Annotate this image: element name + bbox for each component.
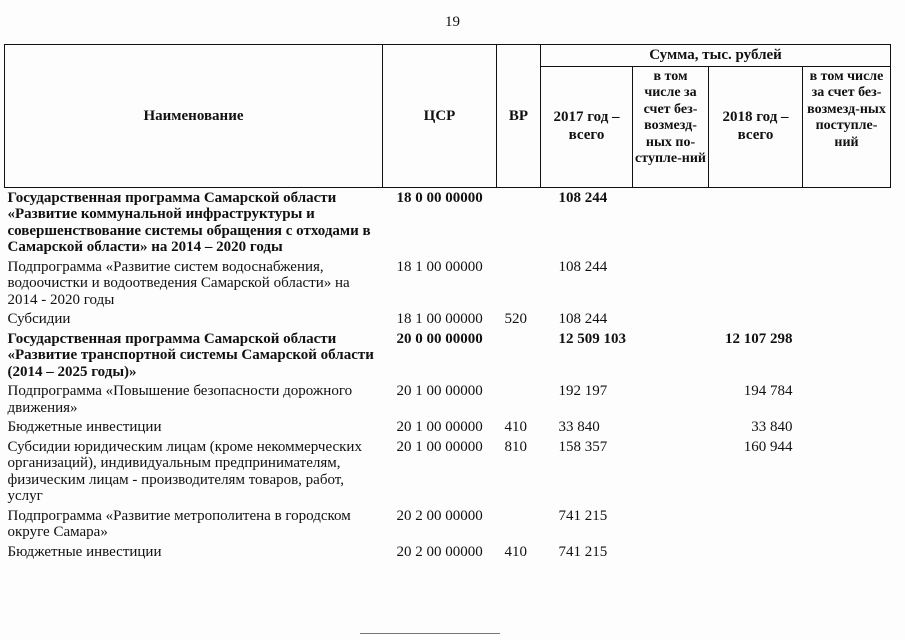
row-2017-total: 12 509 103: [558, 330, 626, 347]
row-2018-total: [709, 187, 803, 259]
row-2017-free: [633, 187, 709, 259]
table-row: [5, 187, 891, 259]
row-vr: [497, 187, 541, 259]
row-vr: [497, 383, 541, 419]
row-2018-free: [803, 331, 891, 384]
header-2018-total: 2018 год – всего: [709, 66, 803, 187]
row-2018-total: [709, 259, 803, 312]
row-csr: 18 0 00 00000: [396, 189, 483, 206]
row-2017-total: 33 840: [558, 419, 600, 435]
row-name: Подпрограмма «Повышение безопасности дорожного движения»: [7, 383, 353, 416]
table-row: [5, 331, 891, 384]
row-vr: [497, 508, 541, 544]
row-2017-total: 108 244: [558, 258, 608, 275]
row-2018-free: [803, 419, 891, 439]
row-2018-free: [803, 439, 891, 508]
row-csr: 20 1 00 00000: [396, 419, 483, 435]
row-vr: 410: [504, 419, 527, 435]
table-row: [5, 508, 891, 544]
row-2017-total: 158 357: [558, 438, 608, 455]
row-name: Подпрограмма «Развитие систем водоснабжения, водоочистки и водоотведения Самарской области» на 2014 - 2020 годы: [7, 258, 350, 308]
row-2018-total: [709, 311, 803, 331]
row-2018-free: [803, 383, 891, 419]
row-name: Подпрограмма «Развитие метрополитена в городском округе Самара»: [7, 507, 351, 540]
row-2017-total: 108 244: [558, 311, 608, 327]
row-vr: 410: [504, 543, 527, 560]
row-csr: 20 1 00 00000: [396, 383, 483, 399]
header-csr: ЦСР: [383, 45, 497, 188]
table-header: [5, 45, 891, 188]
row-csr: 20 2 00 00000: [396, 507, 483, 524]
row-2018-free: [803, 259, 891, 312]
row-csr: 18 1 00 00000: [396, 258, 483, 275]
row-2017-total: 192 197: [558, 383, 608, 399]
row-name: Бюджетные инвестиции: [7, 419, 162, 435]
header-sum-caption: Сумма, тыс. рублей: [541, 45, 891, 67]
row-name: Государственная программа Самарской области «Развитие коммунальной инфраструктуры и совершенствование системы обращения с отходами в Самарской области» на 2014 – 2020 годы: [7, 189, 371, 255]
row-2018-total: 33 840: [751, 419, 793, 435]
footer-divider: [360, 633, 500, 634]
row-csr: 18 1 00 00000: [396, 311, 483, 327]
table-row: [5, 383, 891, 419]
row-2018-total: [709, 544, 803, 564]
row-2017-free: [633, 419, 709, 439]
row-2017-free: [633, 544, 709, 564]
table-row: [5, 311, 891, 331]
row-2018-total: 12 107 298: [725, 330, 793, 347]
header-2018-free: в том числе за счет без-возмезд-ных поступле-ний: [803, 66, 891, 187]
row-csr: 20 0 00 00000: [396, 330, 483, 347]
header-2017-free: в том числе за счет без-возмезд-ных по-ступле-ний: [633, 66, 709, 187]
row-2017-free: [633, 383, 709, 419]
table-row: [5, 419, 891, 439]
row-2017-total: 741 215: [558, 543, 608, 560]
row-2018-free: [803, 187, 891, 259]
row-vr: [497, 259, 541, 312]
row-name: Субсидии юридическим лицам (кроме некоммерческих организаций), индивидуальным предпринимателям, физическим лицам - производителям товаров, работ, услуг: [7, 438, 362, 504]
header-2017-total: 2017 год – всего: [541, 66, 633, 187]
row-csr: 20 2 00 00000: [396, 543, 483, 560]
row-2017-total: 108 244: [558, 189, 608, 206]
table-row: [5, 259, 891, 312]
table-row: [5, 439, 891, 508]
row-vr: [497, 331, 541, 384]
row-2018-free: [803, 508, 891, 544]
row-vr: 520: [504, 311, 527, 327]
row-name: Государственная программа Самарской области «Развитие транспортной системы Самарской области (2014 – 2025 годы)»: [7, 330, 374, 380]
page-number: 19: [445, 14, 460, 30]
row-2017-free: [633, 331, 709, 384]
header-vr: ВР: [497, 45, 541, 188]
row-vr: 810: [504, 438, 527, 455]
row-name: Бюджетные инвестиции: [7, 543, 162, 560]
row-2017-total: 741 215: [558, 507, 608, 524]
budget-table: [4, 44, 891, 563]
row-2018-free: [803, 311, 891, 331]
row-2018-total: [709, 508, 803, 544]
table-row: [5, 544, 891, 564]
header-name: Наименование: [5, 45, 383, 188]
row-name: Субсидии: [7, 311, 71, 327]
row-2018-total: 160 944: [743, 438, 793, 455]
row-2017-free: [633, 259, 709, 312]
row-2017-free: [633, 508, 709, 544]
row-csr: 20 1 00 00000: [396, 438, 483, 455]
row-2017-free: [633, 439, 709, 508]
table-body: [5, 187, 891, 563]
row-2018-total: 194 784: [743, 383, 793, 399]
row-2018-free: [803, 544, 891, 564]
row-2017-free: [633, 311, 709, 331]
